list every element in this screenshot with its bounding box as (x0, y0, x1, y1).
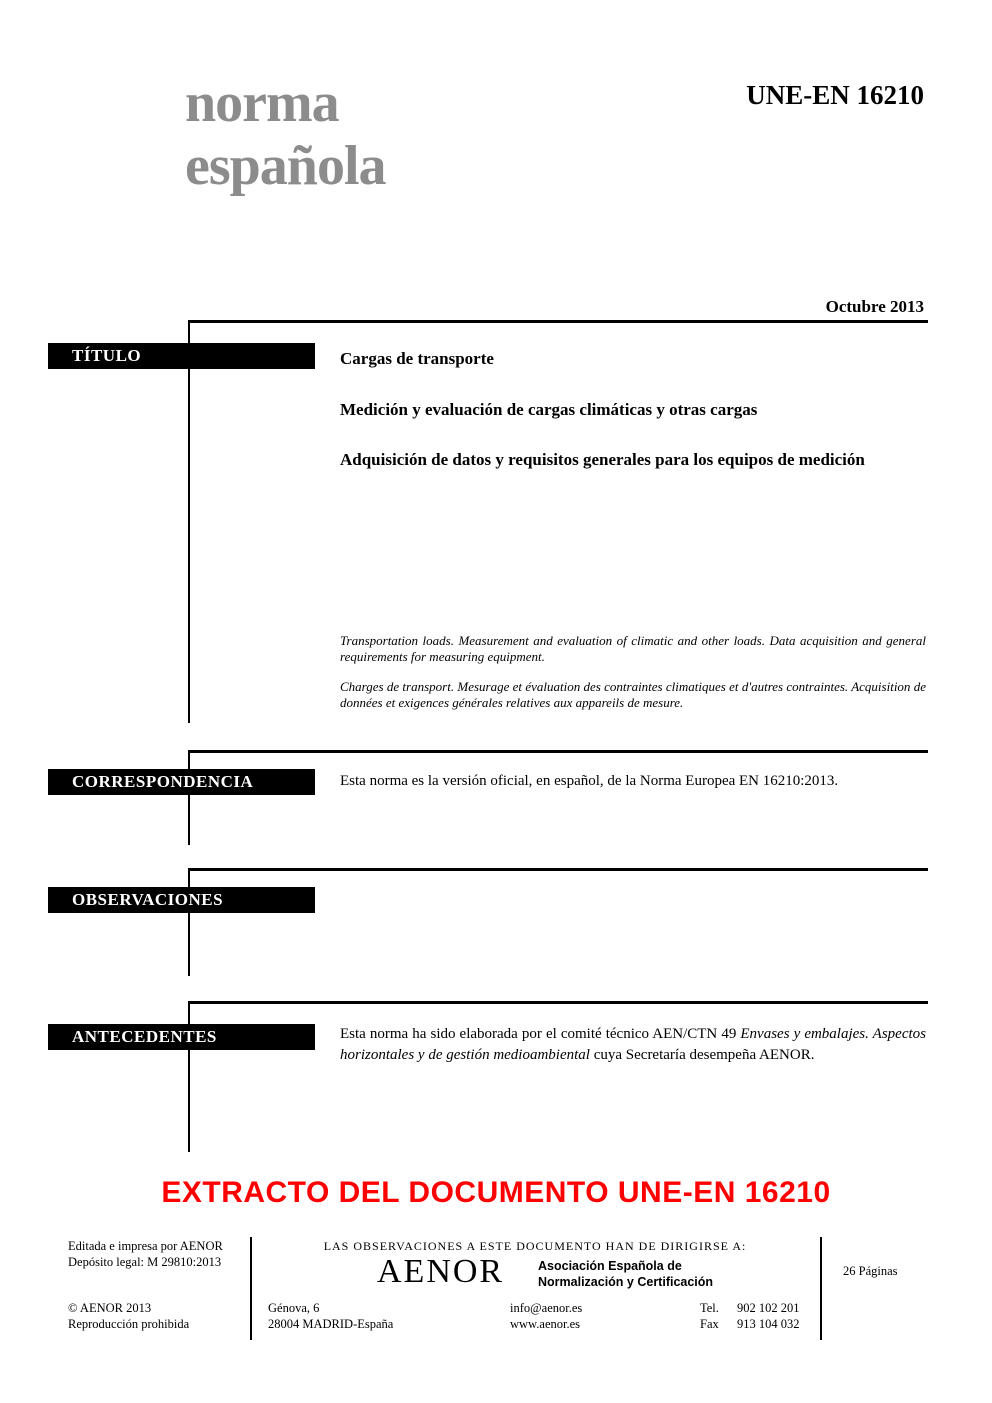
rule-observaciones (188, 868, 928, 871)
footer-copyright-block (68, 1300, 189, 1332)
aenor-logo: AENOR (377, 1253, 505, 1290)
aenor-subtitle-line-1: Asociación Española de (538, 1259, 682, 1273)
rule-antecedentes (188, 1001, 928, 1004)
footer-email: info@aenor.es (510, 1301, 583, 1315)
observaciones-label-bar (48, 887, 315, 913)
footer-observations-notice: LAS OBSERVACIONES A ESTE DOCUMENTO HAN DE DIRIGIRSE A: (323, 1239, 747, 1253)
antecedentes-text-regular-1: Esta norma ha sido elaborada por el comité técnico AEN/CTN 49 (340, 1026, 741, 1042)
footer-address-block (268, 1300, 393, 1332)
aenor-logo-subtitle (538, 1258, 713, 1290)
title-line-2: Medición y evaluación de cargas climáticas y otras cargas (340, 400, 758, 419)
correspondencia-text: Esta norma es la versión oficial, en español, de la Norma Europea EN 16210:2013. (340, 773, 839, 789)
document-date: Octubre 2013 (825, 297, 924, 316)
logo-line-1: norma (185, 72, 339, 134)
correspondencia-label: CORRESPONDENCIA (72, 772, 254, 791)
title-line-3: Adquisición de datos y requisitos generales para los equipos de medición (340, 450, 865, 469)
rule-correspondencia (188, 750, 928, 753)
footer-fax-value: 913 104 032 (737, 1317, 800, 1331)
title-section-vertical-line (188, 320, 190, 723)
antecedentes-text-regular-2: cuya Secretaría desempeña AENOR. (589, 1046, 815, 1063)
document-code: UNE-EN 16210 (746, 80, 924, 110)
footer-copyright-line-1: © AENOR 2013 (68, 1301, 152, 1315)
rule-under-date (188, 320, 928, 323)
footer-copyright-line-2: Reproducción prohibida (68, 1317, 190, 1331)
observaciones-label: OBSERVACIONES (72, 890, 224, 909)
correspondencia-vertical-line (188, 750, 190, 845)
extracto-heading: EXTRACTO DEL DOCUMENTO UNE-EN 16210 (161, 1176, 831, 1209)
footer-website: www.aenor.es (510, 1317, 581, 1331)
footer-address-line-1: Génova, 6 (268, 1301, 320, 1315)
norma-espanola-logo (185, 72, 386, 198)
titulo-label-bar (48, 343, 315, 369)
logo-line-2: española (185, 135, 386, 197)
footer-page-count: 26 Páginas (843, 1264, 898, 1278)
observaciones-vertical-line (188, 868, 190, 976)
antecedentes-label-bar (48, 1024, 315, 1050)
title-translation-english: Transportation loads. Measurement and evaluation of climatic and other loads. Data acquisition and general requirements for measuring equipment. (340, 633, 926, 664)
footer-edited-block (68, 1238, 223, 1270)
footer-edited-line-2: Depósito legal: M 29810:2013 (68, 1255, 222, 1269)
titulo-label: TÍTULO (72, 346, 142, 365)
footer-edited-line-1: Editada e impresa por AENOR (68, 1239, 223, 1253)
correspondencia-label-bar (48, 769, 315, 795)
title-translation-french: Charges de transport. Mesurage et évaluation des contraintes climatiques et d'autres contraintes. Acquisition de données et exigences générales relatives aux appareils de mesure. (340, 679, 926, 710)
antecedentes-label: ANTECEDENTES (72, 1027, 217, 1046)
title-line-1: Cargas de transporte (340, 349, 494, 368)
footer-address-line-2: 28004 MADRID-España (268, 1317, 394, 1331)
footer-divider-right (820, 1237, 822, 1340)
aenor-subtitle-line-2: Normalización y Certificación (538, 1275, 714, 1289)
antecedentes-text-italic: Envases y embalajes. Aspectos horizontales y de gestión medioambiental (340, 1026, 927, 1063)
footer-tel-label: Tel. (700, 1301, 719, 1315)
footer-fax-label: Fax (700, 1317, 719, 1331)
antecedentes-text (340, 1024, 926, 1065)
footer-contact-block (510, 1300, 582, 1332)
footer-tel-value: 902 102 201 (737, 1301, 800, 1315)
